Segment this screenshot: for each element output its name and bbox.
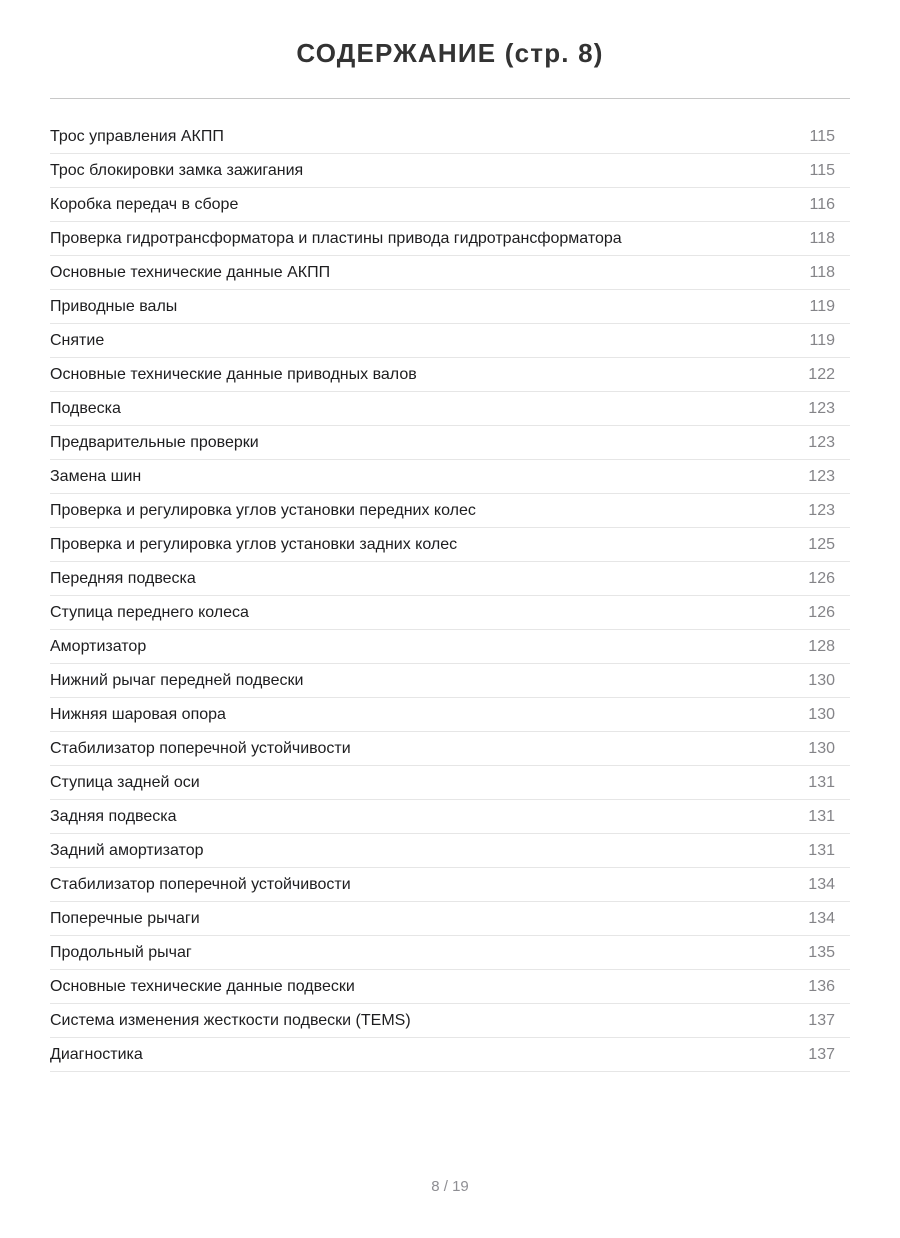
toc-entry-page: 118 [809,229,835,247]
toc-entry[interactable] [50,732,850,766]
toc-entry[interactable] [50,664,850,698]
toc-entry-page: 131 [808,841,835,859]
toc-entry[interactable] [50,494,850,528]
toc-entry[interactable] [50,256,850,290]
page-title: СОДЕРЖАНИЕ (стр. 8) [296,38,604,68]
toc-entry-label: Приводные валы [50,297,178,315]
toc-entry-label: Передняя подвеска [50,569,196,587]
toc-entry-label: Нижняя шаровая опора [50,705,226,723]
toc-entry-page: 119 [809,331,835,349]
toc-entry-label: Основные технические данные АКПП [50,263,331,281]
toc-entry-label: Основные технические данные подвески [50,977,355,995]
toc-entry-page: 123 [808,501,835,519]
toc-entry-page: 116 [809,195,835,213]
toc-entry[interactable] [50,1038,850,1072]
toc-entry-label: Стабилизатор поперечной устойчивости [50,739,351,757]
toc-entry-label: Подвеска [50,399,121,417]
toc-entry-label: Система изменения жесткости подвески (TEMS) [50,1011,411,1029]
toc-entry-page: 115 [809,161,835,179]
toc-entry-page: 130 [808,705,835,723]
toc-entry-page: 128 [808,637,835,655]
toc-entry-label: Коробка передач в сборе [50,195,239,213]
toc-entry[interactable] [50,528,850,562]
toc-page [0,38,900,1238]
toc-entry-label: Диагностика [50,1045,143,1063]
toc-entry-page: 123 [808,399,835,417]
toc-entry-label: Продольный рычаг [50,943,192,961]
toc-entry-page: 123 [808,433,835,451]
toc-entry-label: Ступица переднего колеса [50,603,249,621]
toc-entry[interactable] [50,290,850,324]
toc-entry-label: Нижний рычаг передней подвески [50,671,304,689]
toc-entry-page: 115 [809,127,835,145]
title-divider [50,98,850,99]
toc-entry-page: 125 [808,535,835,553]
toc-entry[interactable] [50,868,850,902]
toc-entry[interactable] [50,324,850,358]
toc-entry-page: 137 [808,1011,835,1029]
toc-entry-page: 134 [808,909,835,927]
toc-entry-page: 130 [808,671,835,689]
toc-entry[interactable] [50,392,850,426]
toc-entry-label: Ступица задней оси [50,773,200,791]
toc-entry[interactable] [50,596,850,630]
toc-entry-label: Задняя подвеска [50,807,177,825]
toc-entry[interactable] [50,800,850,834]
toc-entry-label: Проверка и регулировка углов установки передних колес [50,501,476,519]
toc-entry-page: 136 [808,977,835,995]
toc-entry-page: 122 [808,365,835,383]
toc-entry[interactable] [50,630,850,664]
toc-entry-page: 131 [808,807,835,825]
toc-entry-label: Задний амортизатор [50,841,204,859]
toc-entry-label: Основные технические данные приводных валов [50,365,417,383]
toc-entry[interactable] [50,902,850,936]
toc-entry-page: 123 [808,467,835,485]
toc-entry-label: Предварительные проверки [50,433,259,451]
toc-entry-label: Трос блокировки замка зажигания [50,161,304,179]
toc-entry-page: 134 [808,875,835,893]
toc-entry-page: 118 [809,263,835,281]
toc-entry[interactable] [50,222,850,256]
toc-entry-label: Амортизатор [50,637,147,655]
toc-entry-label: Снятие [50,331,105,349]
toc-entry[interactable] [50,936,850,970]
toc-entry-label: Проверка гидротрансформатора и пластины привода гидротрансформатора [50,229,622,247]
toc-entry-label: Стабилизатор поперечной устойчивости [50,875,351,893]
page-indicator: 8 / 19 [431,1178,469,1195]
toc-entry[interactable] [50,970,850,1004]
toc-entry-page: 119 [809,297,835,315]
toc-entry-page: 131 [808,773,835,791]
toc-list [50,120,850,1072]
toc-entry-page: 137 [808,1045,835,1063]
toc-entry-page: 130 [808,739,835,757]
toc-entry[interactable] [50,426,850,460]
toc-entry[interactable] [50,698,850,732]
toc-entry[interactable] [50,1004,850,1038]
toc-entry-label: Поперечные рычаги [50,909,200,927]
toc-entry-label: Замена шин [50,467,142,485]
toc-entry[interactable] [50,834,850,868]
toc-entry-label: Проверка и регулировка углов установки задних колес [50,535,458,553]
toc-entry[interactable] [50,562,850,596]
toc-entry[interactable] [50,358,850,392]
toc-entry-label: Трос управления АКПП [50,127,224,145]
toc-entry[interactable] [50,766,850,800]
toc-entry-page: 135 [808,943,835,961]
toc-entry-page: 126 [808,569,835,587]
toc-entry[interactable] [50,188,850,222]
toc-entry[interactable] [50,460,850,494]
toc-entry[interactable] [50,120,850,154]
toc-entry[interactable] [50,154,850,188]
toc-entry-page: 126 [808,603,835,621]
